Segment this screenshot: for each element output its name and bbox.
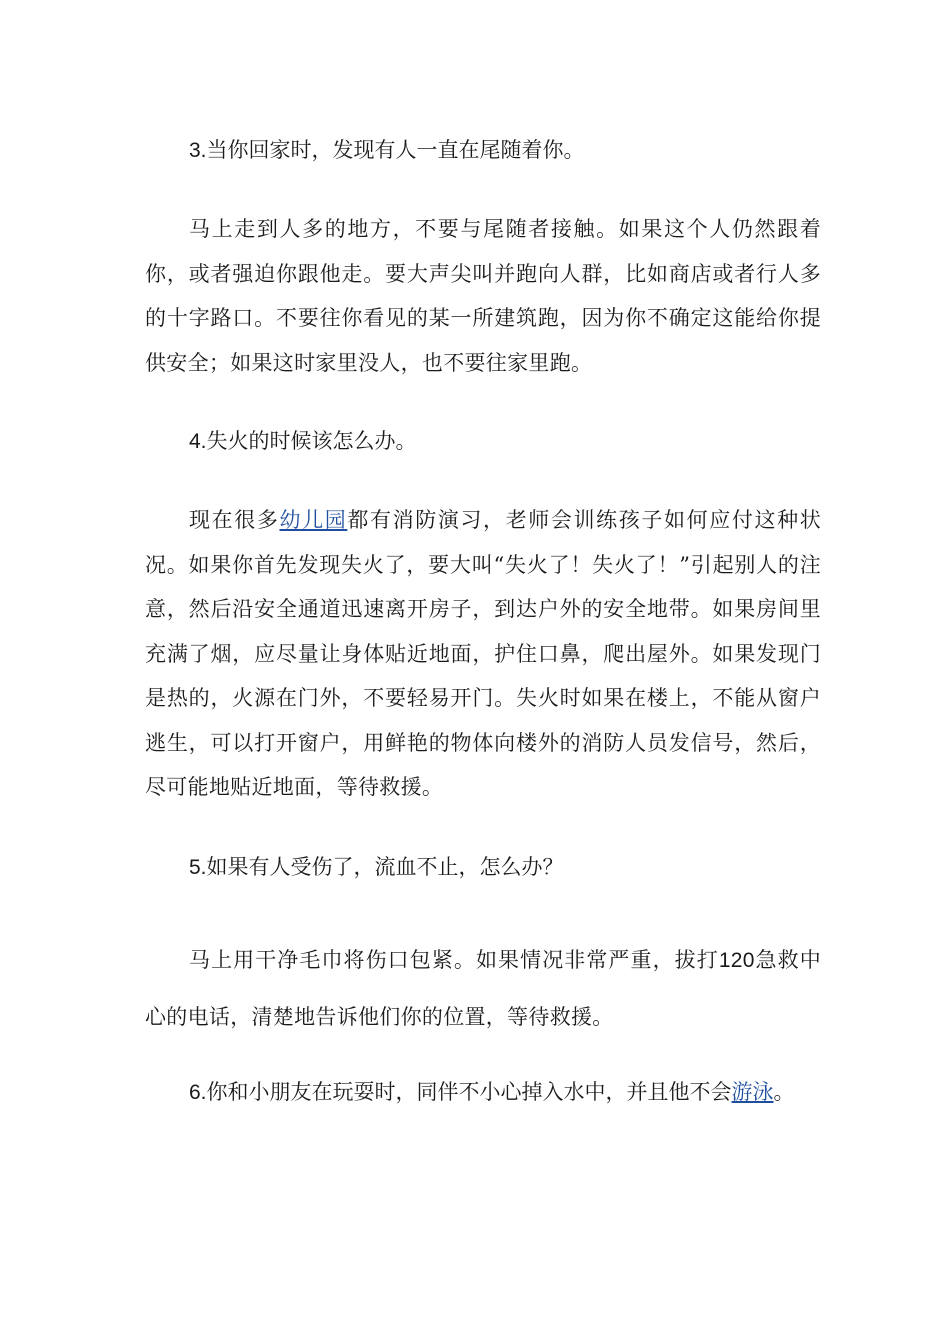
section-4-paragraph (145, 498, 821, 810)
section-4-heading (189, 426, 417, 457)
section-6-number: 6. (189, 1081, 207, 1104)
section-6-heading-text: 你和小朋友在玩耍时，同伴不小心掉入水中，并且他不会 (206, 1080, 732, 1104)
section-6-heading-end: 。 (773, 1080, 795, 1104)
section-6-heading (189, 1077, 795, 1108)
section-3-paragraph: 马上走到人多的地方，不要与尾随者接触。如果这个人仍然跟着你，或者强迫你跟他走。要大声尖叫并跑向人群，比如商店或者行人多的十字路口。不要往你看见的某一所建筑跑，因为你不确定这能给你提供安全；如果这时家里没人，也不要往家里跑。 (145, 217, 821, 375)
section-3-number: 3. (189, 139, 207, 162)
section-5-text-rest: 急救中心的电话，清楚地告诉他们你的位置，等待救援。 (145, 948, 821, 1029)
section-5-heading (189, 852, 564, 883)
kindergarten-link[interactable]: 幼儿园 (279, 508, 348, 532)
swimming-link[interactable]: 游泳 (731, 1080, 774, 1104)
section-5-text-start: 马上用干净毛巾将伤口包紧。如果情况非常严重，拔打 (189, 948, 719, 972)
section-3-heading-text: 当你回家时，发现有人一直在尾随着你。 (206, 138, 585, 162)
section-5-paragraph (145, 932, 821, 1046)
section-4-text-rest: 都有消防演习，老师会训练孩子如何应付这种状况。如果你首先发现失火了，要大叫“失火了！失火了！”引起别人的注意，然后沿安全通道迅速离开房子，到达户外的安全地带。如果房间里充满了烟，应尽量让身体贴近地面，护住口鼻，爬出屋外。如果发现门是热的，火源在门外，不要轻易开门。失火时如果在楼上，不能从窗户逃生，可以打开窗户，用鲜艳的物体向楼外的消防人员发信号，然后，尽可能地贴近地面，等待救援。 (145, 508, 821, 799)
section-4-heading-text: 失火的时候该怎么办。 (206, 429, 417, 453)
section-4-number: 4. (189, 430, 207, 453)
section-5-heading-text: 如果有人受伤了，流血不止，怎么办？ (206, 855, 564, 879)
section-4-text-start: 现在很多 (189, 508, 280, 532)
emergency-number: 120 (718, 949, 755, 972)
section-3-heading (189, 135, 585, 166)
section-5-number: 5. (189, 856, 207, 879)
